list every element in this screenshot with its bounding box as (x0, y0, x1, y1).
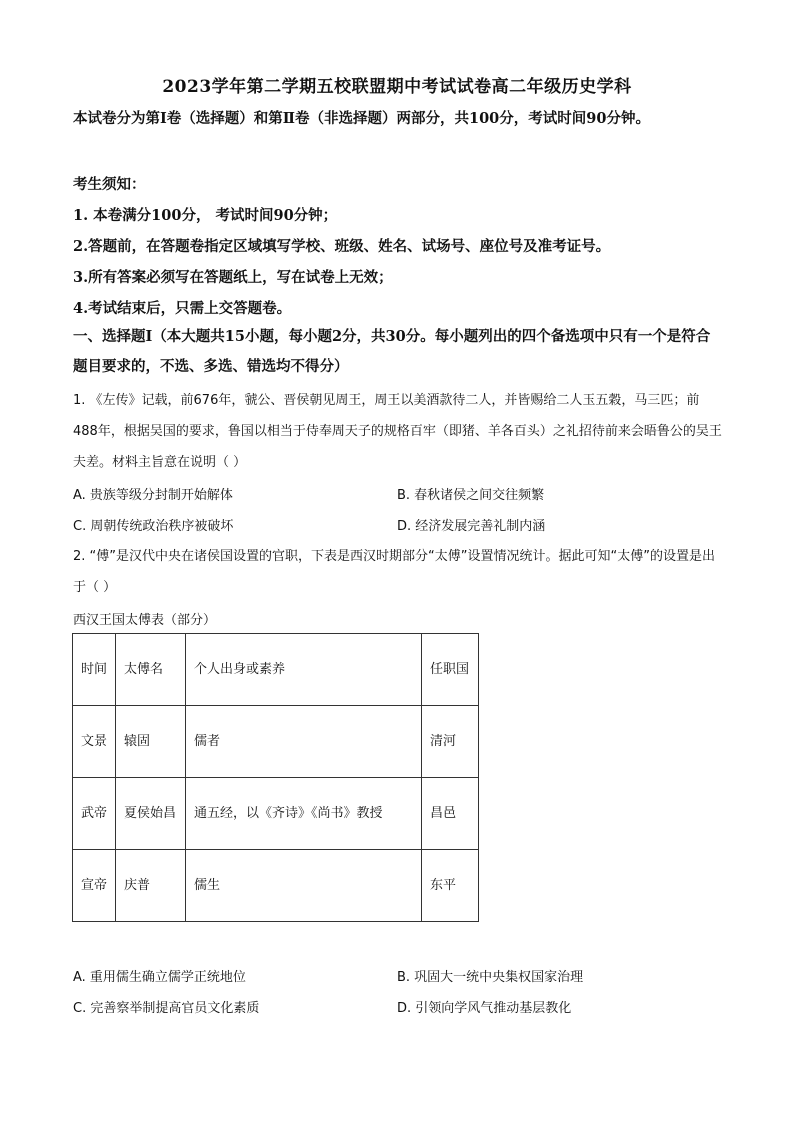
section-heading: 一、选择题Ⅰ（本大题共15小题，每小题2分，共30分。每小题列出的四个备选项中只有一个是符合题目要求的，不选、多选、错选均不得分） (73, 328, 711, 375)
table-cell: 清河 (422, 706, 479, 778)
table-header-cell: 任职国 (422, 634, 479, 706)
question-1-stem: 1. 《左传》记载，前676年，虢公、晋侯朝见周王，周王以美酒款待二人，并皆赐给二人玉五穀，马三匹；前488年，根据吴国的要求，鲁国以相当于侍奉周天子的规格百牢（即猪、羊各百头）之礼招待前来会晤鲁公的吴王夫差。材料主旨意在说明（ ） (73, 393, 722, 470)
notice-item-4: 4.考试结束后，只需上交答题卷。 (73, 300, 292, 317)
question-2-option-c[interactable]: C. 完善察举制提高官员文化素质 (73, 1001, 260, 1016)
table-cell: 宣帝 (73, 850, 116, 922)
table-row (73, 778, 479, 850)
table-header-cell: 时间 (73, 634, 116, 706)
table-cell: 文景 (73, 706, 116, 778)
question-2-option-d[interactable]: D. 引领向学风气推动基层教化 (397, 1001, 572, 1016)
table-caption: 西汉王国太傅表（部分） (73, 613, 217, 628)
notice-item-3: 3.所有答案必须写在答题纸上，写在试卷上无效； (73, 269, 393, 286)
question-2-option-b[interactable]: B. 巩固大一统中央集权国家治理 (397, 970, 584, 985)
question-2-option-a[interactable]: A. 重用儒生确立儒学正统地位 (73, 970, 246, 985)
taifu-table (72, 633, 479, 922)
notice-heading: 考生须知： (73, 176, 146, 193)
table-cell: 儒生 (186, 850, 422, 922)
table-cell: 东平 (422, 850, 479, 922)
question-1-option-d[interactable]: D. 经济发展完善礼制内涵 (397, 519, 546, 534)
table-cell: 辕固 (116, 706, 186, 778)
table-header-cell: 太傅名 (116, 634, 186, 706)
table-cell: 昌邑 (422, 778, 479, 850)
exam-intro: 本试卷分为第Ⅰ卷（选择题）和第Ⅱ卷（非选择题）两部分，共100分，考试时间90分钟。 (73, 110, 650, 127)
table-cell: 夏侯始昌 (116, 778, 186, 850)
question-1-option-a[interactable]: A. 贵族等级分封制开始解体 (73, 488, 233, 503)
notice-item-1: 1. 本卷满分100分， 考试时间90分钟； (73, 207, 338, 224)
table-cell: 儒者 (186, 706, 422, 778)
page-title: 2023学年第二学期五校联盟期中考试试卷高二年级历史学科 (162, 77, 632, 97)
table-row (73, 706, 479, 778)
table-cell: 武帝 (73, 778, 116, 850)
table-cell: 庆普 (116, 850, 186, 922)
table-header-cell: 个人出身或素养 (186, 634, 422, 706)
question-1-option-c[interactable]: C. 周朝传统政治秩序被破坏 (73, 519, 234, 534)
table-cell: 通五经，以《齐诗》《尚书》教授 (186, 778, 422, 850)
question-2-stem: 2. “傅”是汉代中央在诸侯国设置的官职，下表是西汉时期部分“太傅”设置情况统计。据此可知“太傅”的设置是出于（ ） (73, 549, 715, 595)
table-row (73, 850, 479, 922)
notice-item-2: 2.答题前，在答题卷指定区域填写学校、班级、姓名、试场号、座位号及准考证号。 (73, 238, 611, 255)
question-1-option-b[interactable]: B. 春秋诸侯之间交往频繁 (397, 488, 545, 503)
table-header-row (73, 634, 479, 706)
